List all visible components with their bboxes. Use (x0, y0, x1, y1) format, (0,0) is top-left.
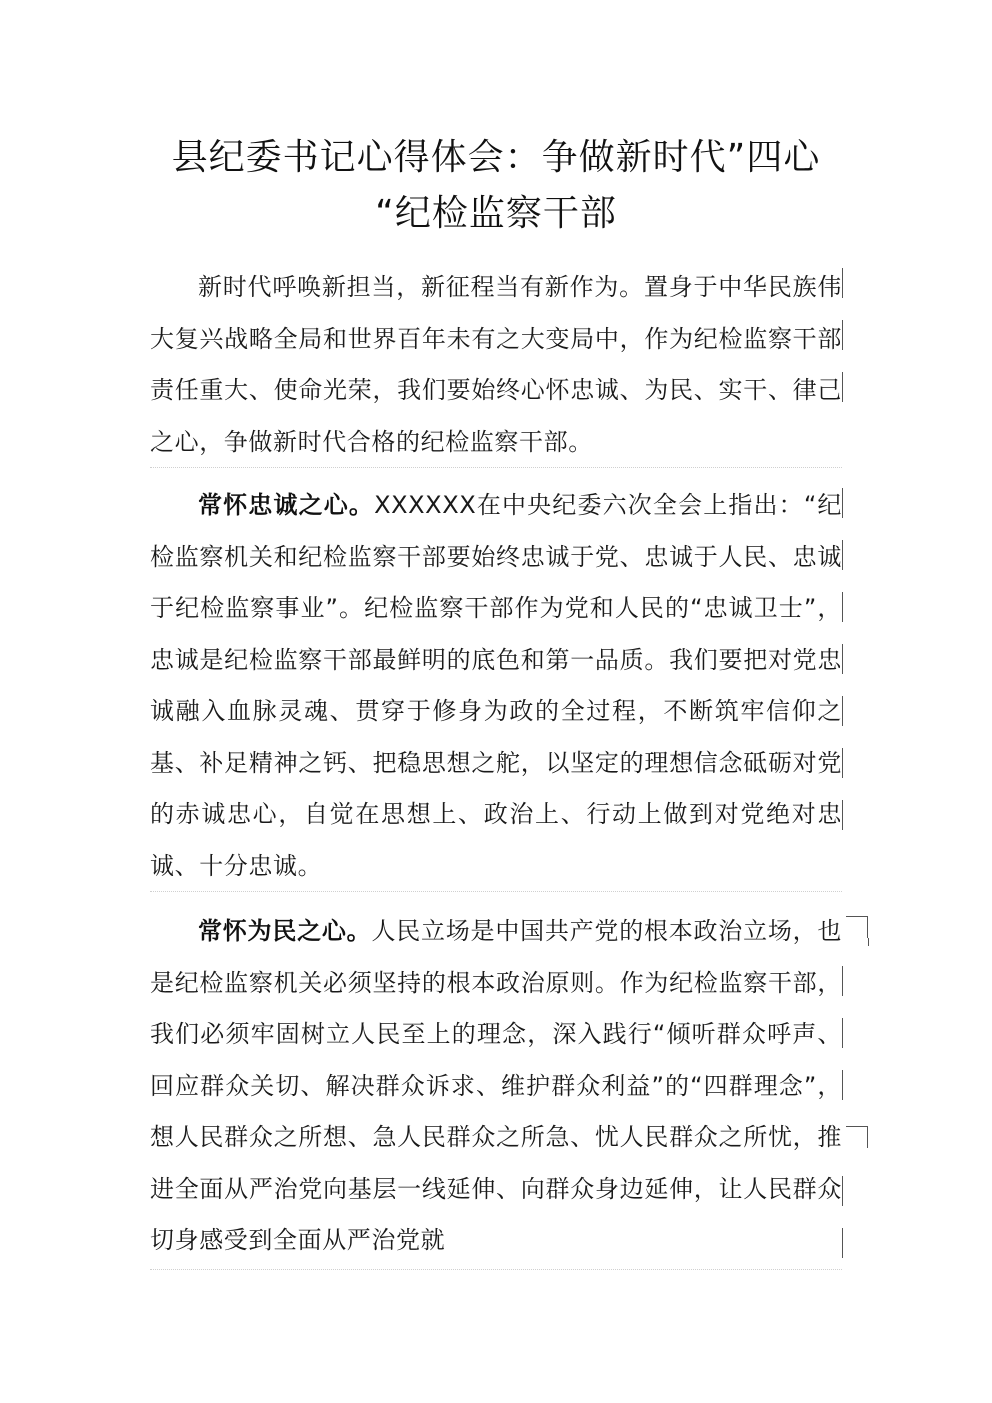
margin-mark (842, 1018, 843, 1048)
margin-corner-mark (846, 916, 868, 938)
paragraph-heading: 常怀忠诚之心。 (198, 491, 375, 519)
paragraph-text: XXXXXX在中央纪委六次全会上指出：“纪检监察机关和纪检监察干部要始终忠诚于党、忠诚于人民、忠诚于纪检监察事业”。纪检监察干部作为党和人民的“忠诚卫士”，忠诚是纪检监察干部最鲜明的底色和第一品质。我们要把对党忠诚融入血脉灵魂、贯穿于修身为政的全过程，不断筑牢信仰之基、补足精神之钙、把稳思想之舵，以坚定的理想信念砥砺对党的赤诚忠心，自觉在思想上、政治上、行动上做到对党绝对忠诚、十分忠诚。 (150, 491, 842, 880)
margin-mark (842, 644, 843, 674)
margin-corner-mark (846, 1126, 868, 1148)
title-line-2: “纪检监察干部 (375, 193, 617, 234)
paragraph-loyalty (150, 480, 842, 892)
margin-mark (842, 268, 843, 298)
margin-mark (842, 966, 843, 996)
margin-mark (842, 540, 843, 570)
margin-mark (842, 592, 843, 622)
margin-mark (842, 696, 843, 726)
paragraph-for-people (150, 906, 842, 1270)
margin-mark (842, 748, 843, 778)
paragraph-text: 新时代呼唤新担当，新征程当有新作为。置身于中华民族伟大复兴战略全局和世界百年未有之大变局中，作为纪检监察干部责任重大、使命光荣，我们要始终心怀忠诚、为民、实干、律己之心，争做新时代合格的纪检监察干部。 (150, 273, 842, 456)
margin-mark (842, 1070, 843, 1100)
margin-mark (868, 938, 869, 946)
document-title (150, 130, 842, 242)
margin-mark (842, 1228, 843, 1258)
paragraph-text: 人民立场是中国共产党的根本政治立场，也是纪检监察机关必须坚持的根本政治原则。作为纪检监察干部，我们必须牢固树立人民至上的理念，深入践行“倾听群众呼声、回应群众关切、解决群众诉求、维护群众利益”的“四群理念”，想人民群众之所想、急人民群众之所急、忧人民群众之所忧，推进全面从严治党向基层一线延伸、向群众身边延伸，让人民群众切身感受到全面从严治党就 (150, 917, 842, 1254)
margin-mark (842, 1176, 843, 1206)
margin-mark (842, 320, 843, 350)
margin-mark (842, 488, 843, 518)
margin-mark (842, 372, 843, 402)
paragraph-heading: 常怀为民之心。 (198, 917, 372, 945)
margin-mark (842, 800, 843, 830)
paragraph-intro (150, 262, 842, 468)
title-line-1: 县纪委书记心得体会：争做新时代”四心 (171, 137, 821, 178)
